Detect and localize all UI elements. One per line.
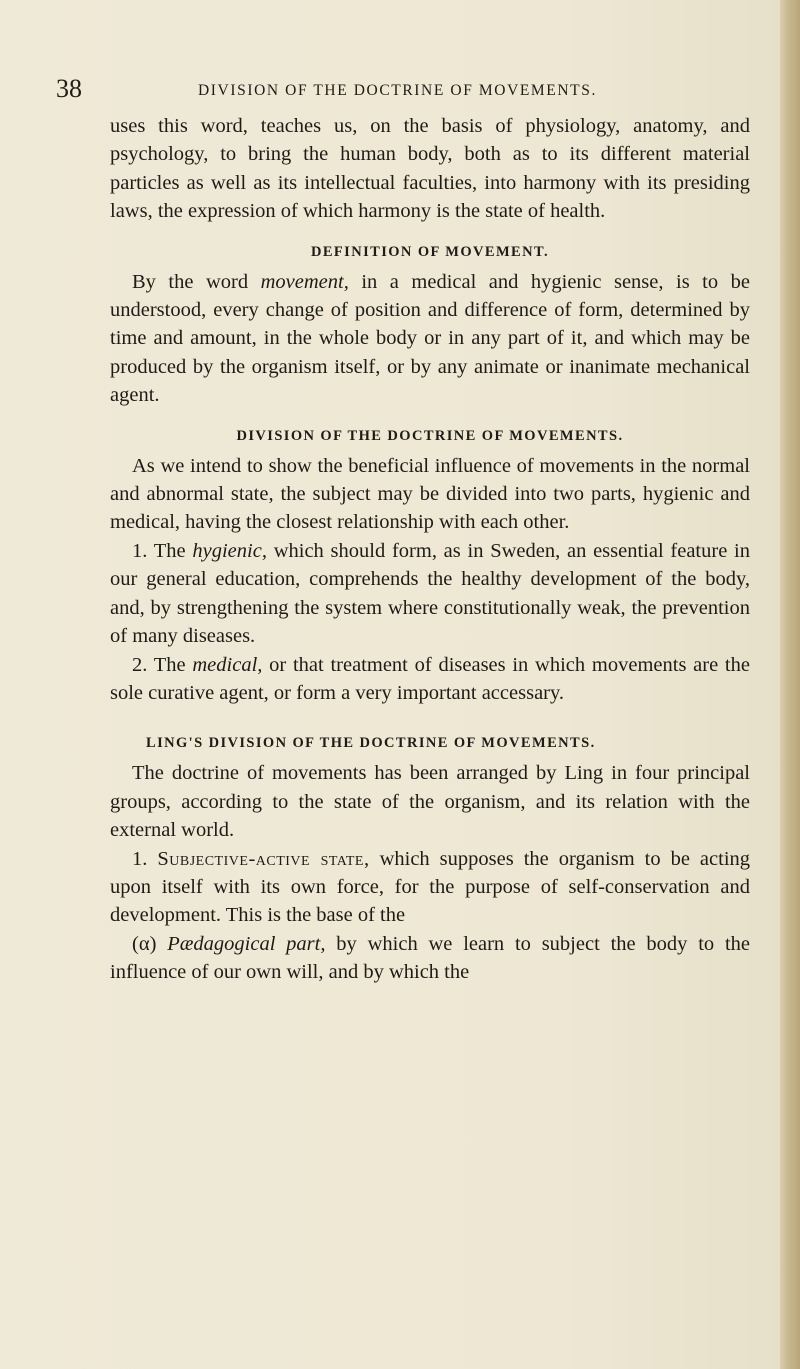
paragraph-division — [110, 452, 750, 537]
paedagogical-pre: (α) — [132, 932, 168, 955]
paragraph-division-text: As we intend to show the beneficial influence of movements in the normal and abnormal state, the subject may be divided into two parts, hygienic and medical, having the closest relationship with each other. — [110, 454, 750, 534]
body-text — [110, 112, 750, 987]
running-head — [56, 74, 756, 104]
heading-definition-of-movement: DEFINITION OF MOVEMENT. — [310, 243, 550, 260]
paragraph-item-hygienic — [110, 537, 750, 651]
item1-post: which should form, as in Sweden, an essential feature in our general education, comprehends the healthy development of the body, and, by strengthening the system where constitutionally weak, the prevention of many diseases. — [110, 539, 750, 648]
paragraph-paedagogical — [110, 930, 750, 987]
item2-emphasis: medical, — [192, 653, 263, 676]
paragraph-definition — [110, 268, 750, 410]
paragraph-ling-text: The doctrine of movements has been arranged by Ling in four principal groups, according to the state of the organism, and its relation with the external world. — [110, 762, 750, 842]
paragraph-intro-text: uses this word, teaches us, on the basis of physiology, anatomy, and psychology, to bring the human body, both as to its different material particles as well as its intellectual faculties, into harmony with its presiding laws, the expression of which harmony is the state of health. — [110, 115, 750, 223]
paragraph-intro — [110, 112, 750, 226]
paragraph-subjective-active — [110, 845, 750, 930]
item1-pre: 1. The — [132, 539, 193, 562]
item2-post: or that treatment of diseases in which movements are the sole curative agent, or form a very important accessary. — [110, 653, 750, 704]
item1-emphasis: hygienic, — [192, 539, 267, 562]
running-head-title: DIVISION OF THE DOCTRINE OF MOVEMENTS. — [198, 82, 597, 99]
subjective-pre: 1. — [132, 847, 158, 870]
paedagogical-emphasis: Pædagogical part, — [167, 932, 326, 955]
item2-pre: 2. The — [132, 653, 193, 676]
page-binding-edge — [780, 0, 800, 1369]
definition-post: in a medical and hygienic sense, is to be understood, every change of position and difference of form, determined by time and amount, in the whole body or in any part of it, and which may be produced by the organism itself, or by any animate or inanimate mechanical agent. — [110, 270, 750, 407]
heading-lings-division: LING'S DIVISION OF THE DOCTRINE OF MOVEMENTS. — [146, 735, 596, 752]
subjective-post: which supposes the organism to be acting upon itself with its own force, for the purpose of self-conservation and development. This is the base of the — [110, 847, 751, 927]
definition-pre: By the word — [132, 270, 261, 293]
heading-division-of-doctrine: DIVISION OF THE DOCTRINE OF MOVEMENTS. — [236, 427, 624, 444]
paragraph-item-medical — [110, 651, 750, 708]
definition-emphasis: movement, — [260, 270, 349, 293]
paedagogical-post: by which we learn to subject the body to the influence of our own will, and by which the — [110, 932, 751, 984]
page-number: 38 — [56, 74, 82, 103]
subjective-small-caps: Subjective-active state, — [157, 847, 370, 870]
paragraph-ling — [110, 759, 750, 844]
